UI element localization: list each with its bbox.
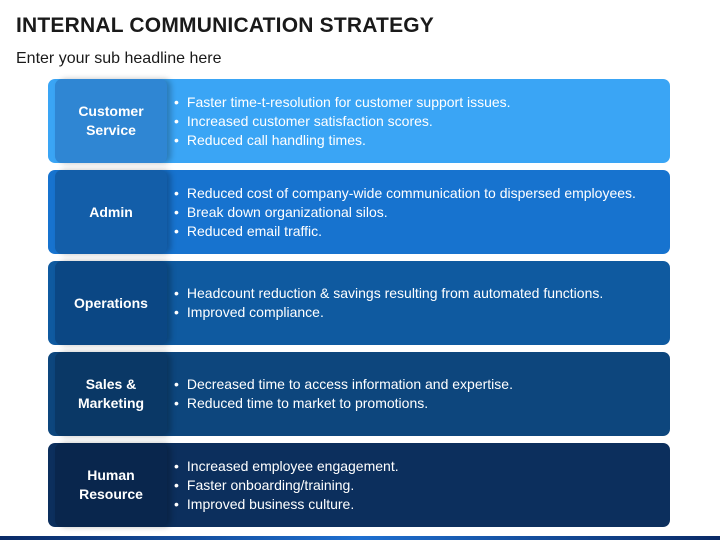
bullet-list (174, 170, 636, 254)
bullet-item: • Improved compliance. (174, 303, 603, 322)
page-subtitle: Enter your sub headline here (16, 50, 222, 67)
bullet-item: • Faster onboarding/training. (174, 476, 399, 495)
bullet-item: • Increased employee engagement. (174, 457, 399, 476)
bullet-item: • Headcount reduction & savings resulting from automated functions. (174, 284, 603, 303)
bullet-item: • Reduced cost of company-wide communication to dispersed employees. (174, 184, 636, 203)
row-label-box (55, 79, 167, 163)
bullet-item: • Reduced call handling times. (174, 131, 511, 150)
row-label: Sales & Marketing (77, 376, 145, 411)
strategy-row-sales-marketing (48, 352, 670, 436)
bullet-item: • Improved business culture. (174, 495, 399, 514)
row-label-box (55, 443, 167, 527)
bullet-item: • Reduced time to market to promotions. (174, 394, 513, 413)
row-label: Operations (74, 294, 148, 311)
row-label-box (55, 261, 167, 345)
strategy-row-human-resource (48, 443, 670, 527)
bullet-list (174, 261, 603, 345)
bullet-list (174, 352, 513, 436)
page-title: INTERNAL COMMUNICATION STRATEGY (16, 14, 435, 37)
row-label-box (55, 170, 167, 254)
bullet-item: • Increased customer satisfaction scores. (174, 112, 511, 131)
row-label: Human Resource (79, 467, 143, 502)
strategy-row-admin (48, 170, 670, 254)
bullet-item: • Reduced email traffic. (174, 222, 636, 241)
bullet-item: • Break down organizational silos. (174, 203, 636, 222)
bullet-item: • Faster time-t-resolution for customer support issues. (174, 93, 511, 112)
strategy-row-operations (48, 261, 670, 345)
row-label: Customer Service (78, 103, 144, 138)
bullet-list (174, 79, 511, 163)
strategy-row-customer-service (48, 79, 670, 163)
row-label: Admin (89, 203, 133, 220)
bullet-list (174, 443, 399, 527)
footer-bar (0, 536, 720, 540)
bullet-item: • Decreased time to access information and expertise. (174, 375, 513, 394)
row-label-box (55, 352, 167, 436)
